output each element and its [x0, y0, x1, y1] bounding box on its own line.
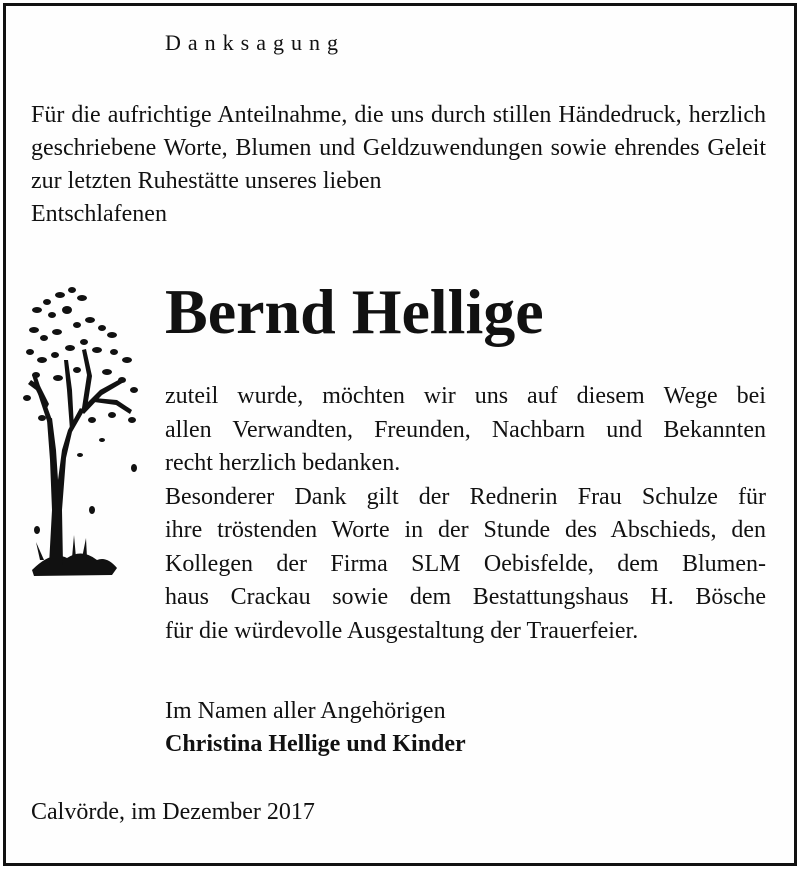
intro-last-line: Entschlafenen [31, 201, 167, 227]
body-line: haus Crackau sowie dem Bestattungshaus H. Bösche [165, 584, 766, 610]
intro-paragraph [31, 99, 766, 198]
body-line: Kollegen der Firma SLM Oebisfelde, dem Blumen- [165, 550, 766, 577]
signature-intro: Im Namen aller Angehörigen [165, 698, 446, 724]
body-line: für die würdevolle Ausgestaltung der Trauerfeier. [165, 617, 639, 644]
signature-names: Christina Hellige und Kinder [165, 731, 466, 757]
body-line: recht herzlich bedanken. [165, 450, 401, 476]
notice-heading: Danksagung [165, 30, 345, 55]
place-date: Calvörde, im Dezember 2017 [31, 799, 315, 825]
body-paragraph [165, 380, 766, 648]
body-line: Besonderer Dank gilt der Rednerin Frau Schulze für [165, 483, 766, 510]
body-line: ihre tröstenden Worte in der Stunde des Abschieds, den [165, 517, 766, 543]
intro-text: Für die aufrichtige Anteilnahme, die uns durch stillen Händedruck, herzlich geschriebene Worte, Blumen und Geldzuwendungen sowie ehrendes Geleit zur letzten Ruhestätte unseres lieben [31, 102, 766, 194]
body-line: allen Verwandten, Freunden, Nachbarn und Bekannten [165, 416, 766, 443]
tree-silhouette-icon [22, 280, 142, 580]
body-line: zuteil wurde, möchten wir uns auf diesem Wege bei [165, 383, 766, 409]
deceased-name: Bernd Hellige [165, 276, 544, 347]
